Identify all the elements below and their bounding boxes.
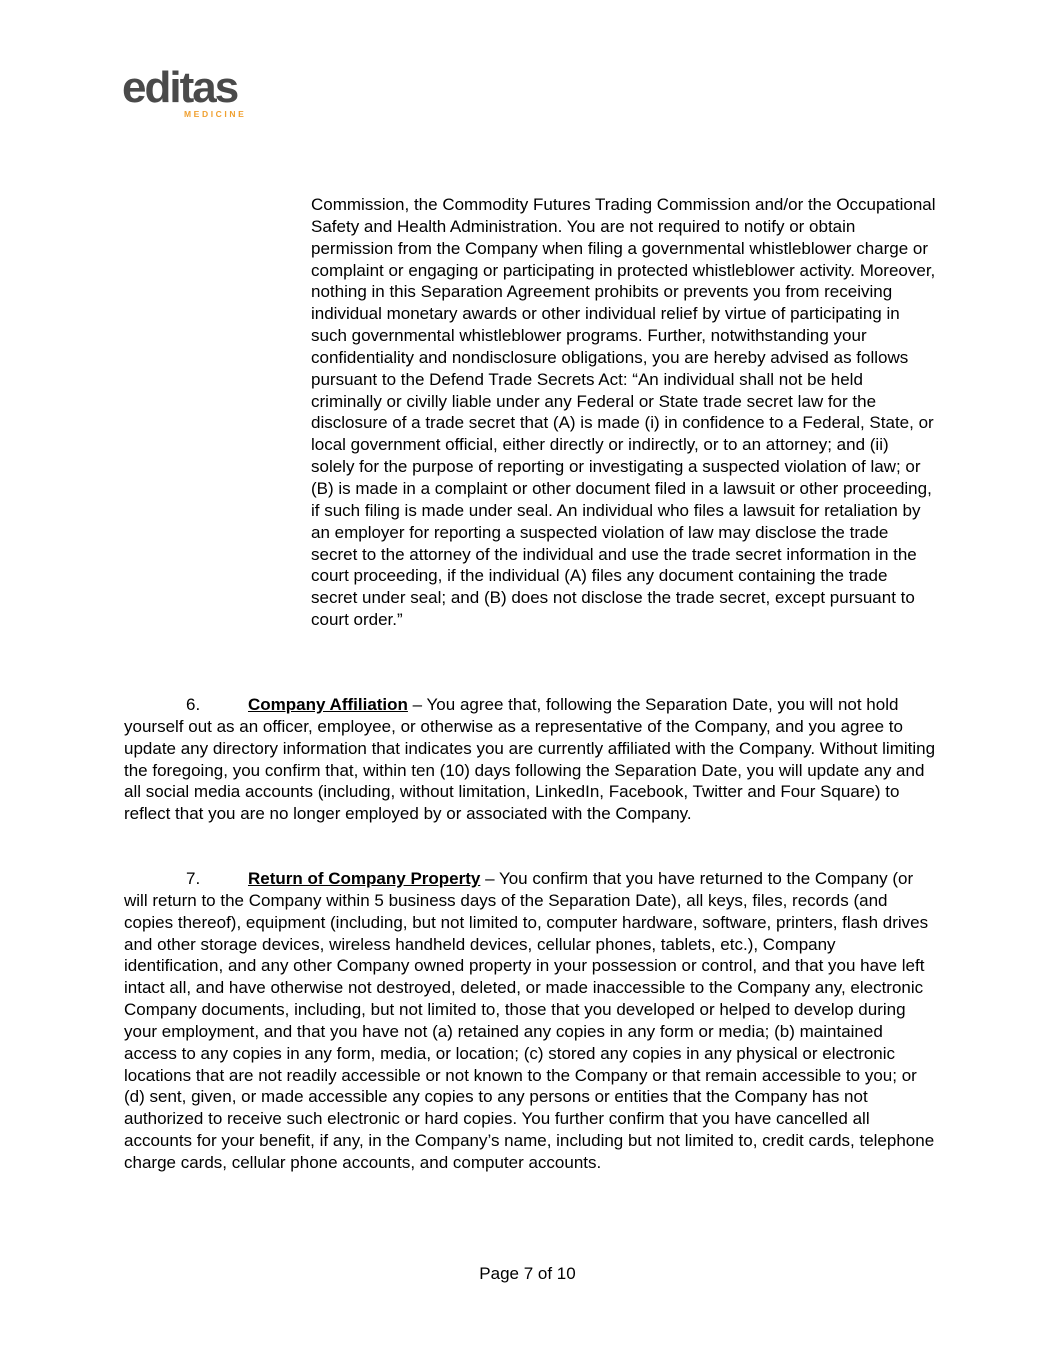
section-heading: Company Affiliation [248, 695, 408, 714]
svg-text:editas: editas [122, 63, 238, 112]
trade-secrets-continuation-text: Commission, the Commodity Futures Trading Commission and/or the Occupational Safety and Health Administration. You are not required to notify or obtain permission from the Company when filing a governmental whistleblower charge or complaint or engaging or participating in protected whistleblower activity. Moreover, nothing in this Separation Agreement prohibits or prevents you from receiving individual monetary awards or other individual relief by virtue of participating in such governmental whistleblower programs. Further, notwithstanding your confidentiality and nondisclosure obligations, you are hereby advised as follows pursuant to the Defend Trade Secrets Act: “An individual shall not be held criminally or civilly liable under any Federal or State trade secret law for the disclosure of a trade secret that (A) is made (i) in confidence to a Federal, State, or local government official, either directly or indirectly, or to an attorney; and (ii) solely for the purpose of reporting or investigating a suspected violation of law; or (B) is made in a complaint or other document filed in a lawsuit or other proceeding, if such filing is made under seal. An individual who files a lawsuit for retaliation by an employer for reporting a suspected violation of law may disclose the trade secret to the attorney of the individual and use the trade secret information in the court proceeding, if the individual (A) files any document containing the trade secret under seal; and (B) does not disclose the trade secret, except pursuant to court order.” [311, 195, 936, 630]
section-body: – You agree that, following the Separation Date, you will not hold yourself out as an officer, employee, or otherwise as a representative of the Company, and you agree to update any directory information that indicates you are currently affiliated with the Company. Without limiting the foregoing, you confirm that, within ten (10) days following the Separation Date, you will update any and all social media accounts (including, without limitation, LinkedIn, Facebook, Twitter and Four Square) to reflect that you are no longer employed by or associated with the Company. [124, 695, 936, 824]
editas-logo-icon [122, 62, 262, 124]
section-6-company-affiliation [124, 694, 936, 825]
section-body: – You confirm that you have returned to the Company (or will return to the Company within 5 business days of the Separation Date), all keys, files, records (and copies thereof), equipment (including, but not limited to, computer hardware, software, printers, flash drives and other storage devices, wireless handheld devices, cellular phones, tablets, etc.), Company identification, and any other Company owned property in your possession or control, and that you have left intact all, and have otherwise not destroyed, deleted, or made inaccessible to the Company any, electronic Company documents, including, but not limited to, those that you developed or helped to develop during your employment, and that you have not (a) retained any copies in any form or media; (b) maintained access to any copies in any form, media, or location; (c) stored any copies in any physical or electronic locations that are not readily accessible or not known to the Company or that remain accessible to you; or (d) sent, given, or made accessible any copies to any persons or entities that the Company has not authorized to receive such electronic or hard copies. You further confirm that you have cancelled all accounts for your benefit, if any, in the Company’s name, including but not limited to, credit cards, telephone charge cards, cellular phone accounts, and computer accounts. [124, 869, 935, 1172]
section-number: 7. [186, 869, 201, 888]
company-logo [122, 62, 262, 124]
svg-text:MEDICINE: MEDICINE [184, 109, 247, 119]
section-number: 6. [186, 695, 201, 714]
page-number-footer: Page 7 of 10 [479, 1264, 576, 1283]
section-7-return-of-company-property [124, 868, 936, 1174]
section-heading: Return of Company Property [248, 869, 481, 888]
